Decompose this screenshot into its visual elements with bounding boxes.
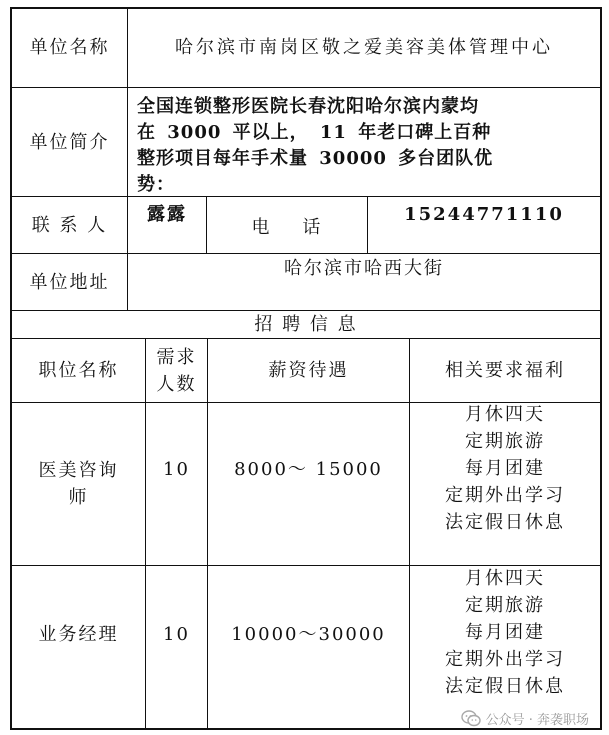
job-position: 业务经理 — [38, 623, 119, 645]
intro-line: 在 3000 平以上， 11 年老口碑上百种 — [137, 122, 492, 143]
job-position-line: 医美咨询 — [38, 460, 119, 481]
header-salary: 薪资待遇 — [268, 360, 349, 381]
benefit-item: 月休四天 — [465, 567, 545, 589]
job-salary: 10000～30000 — [231, 623, 386, 645]
table-border-bottom — [10, 728, 602, 730]
job-position-line: 师 — [68, 487, 89, 508]
phone-value: 15244771110 — [404, 203, 564, 225]
header-count-line: 人数 — [156, 373, 197, 395]
contact-label: 联 系 人 — [31, 214, 108, 236]
header-position: 职位名称 — [38, 360, 119, 381]
company-intro-text — [137, 94, 599, 198]
intro-line: 全国连锁整形医院长春沈阳哈尔滨内蒙均 — [137, 96, 479, 117]
job-benefits — [410, 398, 600, 538]
job-salary: 8000～ 15000 — [234, 458, 383, 480]
benefit-item: 定期外出学习 — [445, 648, 565, 670]
benefit-item: 法定假日休息 — [445, 675, 565, 697]
contact-value: 露露 — [147, 203, 187, 225]
company-name-label: 单位名称 — [29, 37, 110, 58]
job-position — [12, 403, 145, 565]
header-count — [146, 339, 207, 402]
benefit-item: 定期旅游 — [465, 430, 545, 452]
benefit-item: 月休四天 — [465, 403, 545, 425]
job-count: 10 — [163, 458, 190, 480]
header-benefits: 相关要求福利 — [445, 360, 565, 381]
watermark — [461, 709, 589, 728]
watermark-text: 公众号 · 奔袭职场 — [485, 713, 589, 728]
intro-line: 势： — [137, 174, 175, 195]
phone-label: 电 话 — [251, 216, 323, 238]
company-name-value: 哈尔滨市南岗区敬之爱美容美体管理中心 — [175, 37, 553, 58]
intro-line: 整形项目每年手术量 30000 多台团队优 — [137, 148, 494, 169]
address-value: 哈尔滨市哈西大街 — [284, 257, 444, 279]
benefit-item: 每月团建 — [465, 457, 545, 479]
address-label: 单位地址 — [29, 271, 110, 293]
header-count-line: 需求 — [156, 346, 197, 368]
job-benefits — [410, 562, 600, 702]
company-intro-label: 单位简介 — [29, 131, 110, 153]
table-border-right — [600, 7, 602, 730]
wechat-icon — [461, 710, 481, 727]
benefit-item: 法定假日休息 — [445, 511, 565, 533]
recruitment-section-title: 招 聘 信 息 — [254, 314, 358, 335]
benefit-item: 定期旅游 — [465, 594, 545, 616]
benefit-item: 每月团建 — [465, 621, 545, 643]
job-count: 10 — [163, 623, 190, 645]
benefit-item: 定期外出学习 — [445, 484, 565, 506]
